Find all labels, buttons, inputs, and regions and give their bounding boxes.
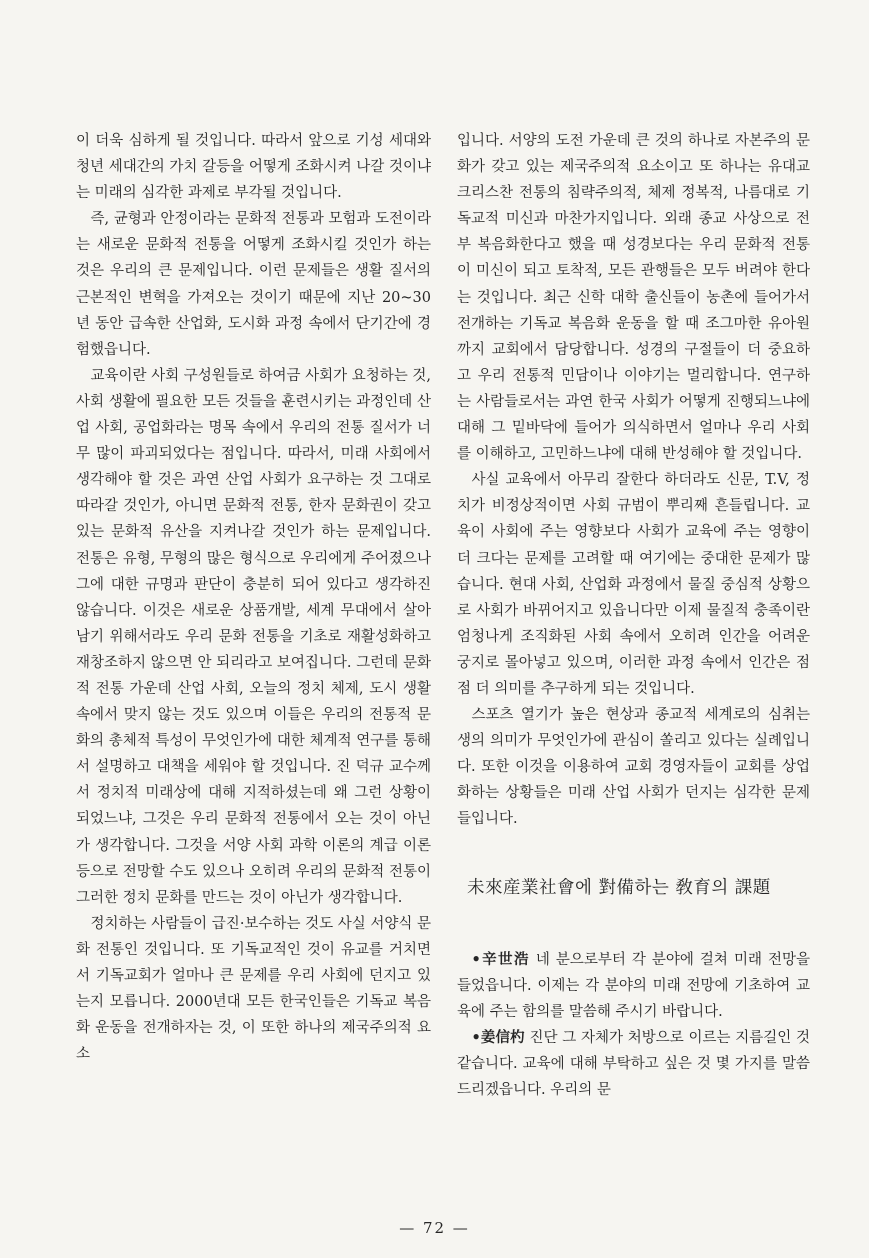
dialogue-text: 진단 그 자체가 처방으로 이르는 지름길인 것 같습니다. 교육에 대해 부탁하고 싶은 것 몇 가지를 말씀드리겠읍니다. 우리의 문 <box>457 1029 810 1098</box>
left-paragraph-1: 이 더욱 심하게 될 것입니다. 따라서 앞으로 기성 세대와 청년 세대간의 가치 갈등을 어떻게 조화시켜 나갈 것이냐는 미래의 심각한 과제로 부각될 것입니다. <box>76 133 431 202</box>
speaker-name: •姜信杓 <box>471 1028 525 1046</box>
right-paragraph-1: 입니다. 서양의 도전 가운데 큰 것의 하나로 자본주의 문화가 갖고 있는 제국주의적 요소이고 또 하나는 유대교 크리스찬 전통의 침략주의적, 체제 정복적, 나름대로 기독교적 미신과 마찬가지입니다. 외래 종교 사상으로 전부 복음화한다고 했을 때 성경보다는 우리 문화적 전통이 미신이 되고 토착적, 모든 관행들은 모두 버려야 한다는 것입니다. 최근 신학 대학 출신들이 농촌에 들어가서 전개하는 기독교 복음화 운동을 할 때 조그마한 유아원까지 교회에서 담당합니다. 성경의 구절들이 더 중요하고 우리 전통적 민담이나 이야기는 멀리합니다. 연구하는 사람들로서는 과연 한국 사회가 어떻게 진행되느냐에 대해 그 밑바닥에 들어가 의식하면서 얼마나 우리 사회를 이해하고, 고민하느냐에 대해 반성해야 할 것입니다. <box>457 133 810 463</box>
left-paragraph-3: 교육이란 사회 구성원들로 하여금 사회가 요청하는 것, 사회 생활에 필요한 모든 것들을 훈련시키는 과정인데 산업 사회, 공업화라는 명목 속에서 우리의 전통 질서가 너무 많이 파괴되었다는 점입니다. 따라서, 미래 사회에서 생각해야 할 것은 과연 산업 사회가 요구하는 것 그대로 따라갈 것인가, 아니면 문화적 전통, 한자 문화권이 갖고 있는 문화적 유산을 지켜나갈 것인가 하는 문제입니다. 전통은 유형, 무형의 많은 형식으로 우리에게 주어졌으나 그에 대한 규명과 판단이 충분히 되어 있다고 생각하진 않습니다. 이것은 새로운 상품개발, 세계 무대에서 살아 남기 위해서라도 우리 문화 전통을 기초로 재활성화하고 재창조하지 않으면 안 되리라고 보여집니다. 그런데 문화적 전통 가운데 산업 사회, 오늘의 정치 체제, 도시 생활 속에서 맞지 않는 것도 있으며 이들은 우리의 전통적 문화의 총체적 특성이 무엇인가에 대한 체계적 연구를 통해서 설명하고 대책을 세워야 할 것입니다. 진 덕규 교수께서 정치적 미래상에 대해 지적하셨는데 왜 그런 상황이 되었느냐, 그것은 우리 문화적 전통에서 오는 것이 아닌가 생각합니다. 그것을 서양 사회 과학 이론의 계급 이론 등으로 전망할 수도 있으나 오히려 우리의 문화적 전통이 그러한 정치 문화를 만드는 것이 아닌가 생각합니다. <box>76 367 431 906</box>
page-number: — 72 — <box>399 1219 470 1237</box>
dialogue-text: 네 분으로부터 각 분야에 걸쳐 미래 전망을 들었읍니다. 이제는 각 분야의 미래 전망에 기초하여 교육에 주는 함의를 말씀해 주시기 바랍니다. <box>457 951 810 1020</box>
left-paragraph-4: 정치하는 사람들이 급진·보수하는 것도 사실 서양식 문화 전통인 것입니다. 또 기독교적인 것이 유교를 거치면서 기독교회가 얼마나 큰 문제를 우리 사회에 던지고 있는지 모릅니다. 2000년대 모든 한국인들은 기독교 복음화 운동을 전개하자는 것, 이 또한 하나의 제국주의적 요소 <box>76 915 431 1063</box>
right-column <box>457 128 810 1103</box>
left-column <box>76 128 431 1067</box>
left-paragraph-2: 즉, 균형과 안정이라는 문화적 전통과 모험과 도전이라는 새로운 문화적 전통을 어떻게 조화시킬 것인가 하는 것은 우리의 큰 문제입니다. 이런 문제들은 생활 질서의 근본적인 변혁을 가져오는 것이기 때문에 지난 20~30년 동안 급속한 산업화, 도시화 과정 속에서 단기간에 경험했읍니다. <box>76 211 431 358</box>
section-heading: 未來産業社會에 對備하는 敎育의 課題 <box>467 877 771 898</box>
dialogue-entry-1 <box>457 947 810 1025</box>
right-paragraph-3: 스포츠 열기가 높은 현상과 종교적 세계로의 심취는 생의 의미가 무엇인가에 관심이 쏠리고 있다는 실례입니다. 또한 이것을 이용하여 교회 경영자들이 교회를 상업화하는 상황들은 미래 산업 사회가 던지는 심각한 문제들입니다. <box>457 707 810 828</box>
speaker-name: •辛世浩 <box>471 950 530 968</box>
right-paragraph-2: 사실 교육에서 아무리 잘한다 하더라도 신문, T.V, 정치가 비정상적이면 사회 규범이 뿌리째 흔들립니다. 교육이 사회에 주는 영향보다 사회가 교육에 주는 영향이 더 크다는 문제를 고려할 때 여기에는 중대한 문제가 많습니다. 현대 사회, 산업화 과정에서 물질 중심적 상황으로 사회가 바뀌어지고 있읍니다만 이제 물질적 충족이란 엄청나게 조직화된 사회 속에서 오히려 인간을 어려운 궁지로 몰아넣고 있으며, 이러한 과정 속에서 인간은 점점 더 의미를 추구하게 되는 것입니다. <box>457 472 810 697</box>
dialogue-entry-2 <box>457 1025 810 1103</box>
